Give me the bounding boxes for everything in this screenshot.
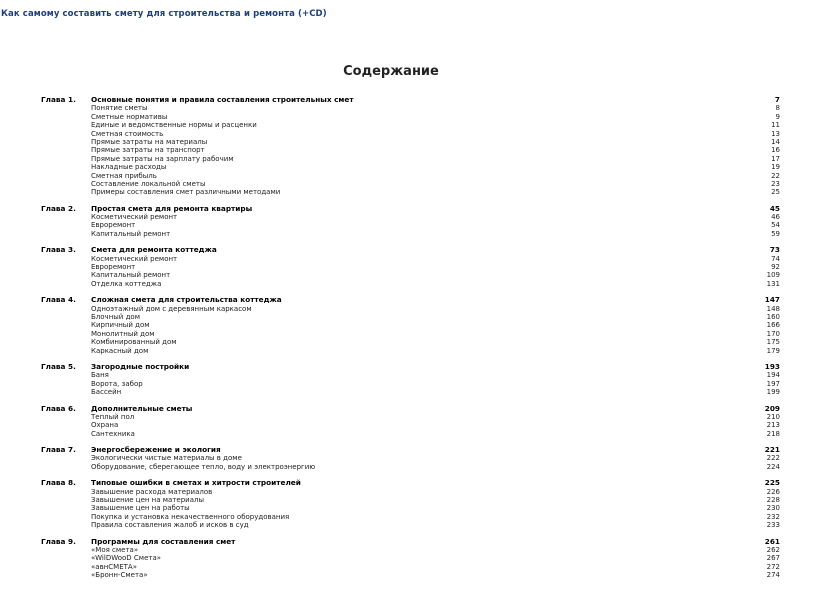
toc-entry [41, 280, 780, 288]
chapter-label: Глава 5. [41, 361, 76, 371]
toc-chapter [41, 96, 780, 197]
toc-entry-page-number: 74 [771, 254, 780, 263]
toc-entry [41, 546, 780, 554]
toc-entry [41, 496, 780, 504]
chapter-page-number: 193 [764, 361, 780, 371]
toc-chapter [41, 246, 780, 288]
book-title-link[interactable]: Как самому составить смету для строительства и ремонта (+CD) [1, 9, 327, 19]
toc-entry-page-number: 210 [766, 412, 780, 421]
toc-entry-page-number: 16 [771, 146, 780, 155]
chapter-title: Типовые ошибки в сметах и хитрости строителей [91, 478, 301, 488]
chapter-label: Глава 7. [41, 445, 76, 455]
toc-entry-title: Примеры составления смет различными методами [91, 188, 281, 197]
toc-entry-page-number: 92 [771, 263, 780, 272]
toc-entry-title: Евроремонт [91, 221, 136, 230]
toc-entry [41, 330, 780, 338]
chapter-heading-row [41, 363, 780, 371]
toc-entry-title: Баня [91, 371, 109, 380]
toc-entry-title: Единые и ведомственные нормы и расценки [91, 121, 257, 130]
toc-entry-title: Покупка и установка некачественного оборудования [91, 512, 290, 521]
toc-entry-title: Понятие сметы [91, 104, 148, 113]
toc-entry-page-number: 109 [766, 271, 780, 280]
toc-entry-title: Блочный дом [91, 312, 140, 321]
toc-entry-page-number: 19 [771, 163, 780, 172]
toc-entry-page-number: 199 [766, 388, 780, 397]
toc-entry [41, 563, 780, 571]
toc-entry-page-number: 17 [771, 154, 780, 163]
toc-chapter [41, 205, 780, 239]
chapter-label: Глава 4. [41, 295, 76, 305]
toc-entry-title: Завышение цен на материалы [91, 496, 205, 505]
toc-entry-title: Прямые затраты на материалы [91, 137, 208, 146]
chapter-heading-row [41, 296, 780, 304]
toc-entry-page-number: 232 [766, 512, 780, 521]
toc-entry [41, 121, 780, 129]
chapter-title: Основные понятия и правила составления строительных смет [91, 95, 354, 104]
toc-entry-title: «WilDWooD Смета» [91, 554, 162, 563]
toc-entry-page-number: 160 [766, 312, 780, 321]
toc-entry-page-number: 194 [766, 371, 780, 380]
toc-entry-title: Завышение расхода материалов [91, 487, 213, 496]
chapter-heading-row [41, 96, 780, 104]
toc-entry [41, 421, 780, 429]
toc-entry-page-number: 233 [766, 521, 780, 530]
toc-entry-title: Отделка коттеджа [91, 279, 162, 288]
toc-entry [41, 263, 780, 271]
toc-entry [41, 454, 780, 462]
chapter-page-number: 45 [769, 203, 780, 213]
toc-entry-page-number: 25 [771, 188, 780, 197]
chapter-heading-row [41, 205, 780, 213]
toc-entry-title: Завышение цен на работы [91, 504, 190, 513]
toc-entry-page-number: 224 [766, 462, 780, 471]
toc-entry-title: Прямые затраты на транспорт [91, 146, 205, 155]
chapter-heading-row [41, 479, 780, 487]
chapter-label: Глава 9. [41, 536, 76, 546]
toc-entry [41, 521, 780, 529]
toc-entry-page-number: 213 [766, 421, 780, 430]
chapter-label: Глава 8. [41, 478, 76, 488]
toc-entry-page-number: 272 [766, 562, 780, 571]
chapter-heading-row [41, 538, 780, 546]
toc-entry-title: Капитальный ремонт [91, 271, 171, 280]
chapter-title: Смета для ремонта коттеджа [91, 245, 217, 255]
toc-entry-title: Сметные нормативы [91, 112, 168, 121]
toc-entry-page-number: 9 [775, 112, 780, 121]
toc-entry-title: Косметический ремонт [91, 254, 178, 263]
toc-entry [41, 338, 780, 346]
toc-chapter [41, 446, 780, 471]
toc-entry-title: Бассейн [91, 388, 122, 397]
chapter-page-number: 221 [764, 445, 780, 455]
toc-entry-title: Кирпичный дом [91, 321, 150, 330]
toc-entry-page-number: 131 [766, 279, 780, 288]
toc-heading: Содержание [343, 64, 439, 79]
toc-entry [41, 513, 780, 521]
chapter-heading-row [41, 246, 780, 254]
toc-entry-title: Охрана [91, 421, 119, 430]
toc-entry-page-number: 218 [766, 429, 780, 438]
toc-chapter [41, 538, 780, 580]
chapter-page-number: 209 [764, 403, 780, 413]
toc-entry-title: Евроремонт [91, 263, 136, 272]
chapter-title: Загородные постройки [91, 361, 190, 371]
chapter-label: Глава 1. [41, 95, 76, 104]
chapter-page-number: 261 [764, 536, 780, 546]
toc-entry-page-number: 166 [766, 321, 780, 330]
toc-entry [41, 180, 780, 188]
toc-entry-title: «авнСМЕТА» [91, 562, 137, 571]
toc-entry-title: Капитальный ремонт [91, 229, 171, 238]
toc-entry-page-number: 262 [766, 545, 780, 554]
toc-entry-page-number: 8 [775, 104, 780, 113]
toc-entry [41, 554, 780, 562]
toc-entry-page-number: 59 [771, 229, 780, 238]
toc-entry [41, 504, 780, 512]
toc-entry-title: Косметический ремонт [91, 213, 178, 222]
chapter-title: Энергосбережение и экология [91, 445, 221, 455]
toc-entry-page-number: 228 [766, 496, 780, 505]
chapter-page-number: 225 [764, 478, 780, 488]
toc-chapter [41, 363, 780, 397]
chapter-title: Дополнительные сметы [91, 403, 193, 413]
toc-entry [41, 230, 780, 238]
toc-entry-page-number: 23 [771, 179, 780, 188]
toc-entry [41, 388, 780, 396]
toc-entry [41, 321, 780, 329]
chapter-label: Глава 6. [41, 403, 76, 413]
toc-entry [41, 255, 780, 263]
toc-entry-page-number: 226 [766, 487, 780, 496]
toc-entry [41, 146, 780, 154]
toc-entry [41, 313, 780, 321]
toc-entry [41, 463, 780, 471]
toc-entry-page-number: 11 [771, 121, 780, 130]
toc-entry [41, 155, 780, 163]
toc-entry-title: Каркасный дом [91, 346, 149, 355]
chapter-label: Глава 3. [41, 245, 76, 255]
toc-entry [41, 305, 780, 313]
toc-entry [41, 371, 780, 379]
toc-entry [41, 380, 780, 388]
chapter-heading-row [41, 405, 780, 413]
toc-entry-page-number: 148 [766, 304, 780, 313]
chapter-label: Глава 2. [41, 203, 76, 213]
toc-entry [41, 488, 780, 496]
toc-entry [41, 138, 780, 146]
toc-entry [41, 172, 780, 180]
toc-entry-page-number: 274 [766, 571, 780, 580]
toc-entry [41, 430, 780, 438]
table-of-contents [41, 96, 780, 588]
toc-entry-title: Сантехника [91, 429, 135, 438]
toc-entry [41, 163, 780, 171]
toc-entry [41, 188, 780, 196]
toc-entry-title: Сметная прибыль [91, 171, 157, 180]
chapter-title: Сложная смета для строительства коттеджа [91, 295, 282, 305]
toc-entry [41, 130, 780, 138]
chapter-title: Простая смета для ремонта квартиры [91, 203, 253, 213]
toc-entry-page-number: 175 [766, 338, 780, 347]
toc-entry-title: «Моя смета» [91, 545, 139, 554]
toc-entry-page-number: 14 [771, 137, 780, 146]
toc-entry-page-number: 22 [771, 171, 780, 180]
toc-entry [41, 271, 780, 279]
toc-entry-page-number: 222 [766, 454, 780, 463]
toc-chapter [41, 296, 780, 355]
toc-entry [41, 213, 780, 221]
toc-entry-page-number: 179 [766, 346, 780, 355]
toc-entry-page-number: 230 [766, 504, 780, 513]
toc-entry-page-number: 46 [771, 213, 780, 222]
chapter-page-number: 73 [769, 245, 780, 255]
toc-entry-page-number: 54 [771, 221, 780, 230]
toc-entry-page-number: 197 [766, 379, 780, 388]
toc-chapter [41, 405, 780, 439]
toc-entry-title: Накладные расходы [91, 163, 167, 172]
toc-entry-title: Теплый пол [91, 412, 135, 421]
toc-entry-page-number: 170 [766, 329, 780, 338]
toc-entry [41, 221, 780, 229]
chapter-heading-row [41, 446, 780, 454]
toc-entry-title: Ворота, забор [91, 379, 143, 388]
toc-entry-title: Правила составления жалоб и исков в суд [91, 521, 249, 530]
toc-entry-title: Одноэтажный дом с деревянным каркасом [91, 304, 252, 313]
toc-entry-title: Сметная стоимость [91, 129, 164, 138]
toc-chapter [41, 479, 780, 529]
toc-entry-title: Прямые затраты на зарплату рабочим [91, 154, 234, 163]
chapter-page-number: 7 [774, 95, 780, 104]
chapter-title: Программы для составления смет [91, 536, 236, 546]
toc-entry [41, 113, 780, 121]
toc-entry-title: Экологически чистые материалы в доме [91, 454, 242, 463]
toc-entry-title: Составление локальной сметы [91, 179, 206, 188]
toc-entry-title: Оборудование, сберегающее тепло, воду и электроэнергию [91, 462, 316, 471]
toc-entry-title: «Бронн-Смета» [91, 571, 148, 580]
toc-entry [41, 347, 780, 355]
chapter-page-number: 147 [764, 295, 780, 305]
toc-entry-page-number: 267 [766, 554, 780, 563]
toc-entry [41, 104, 780, 112]
toc-entry-title: Комбинированный дом [91, 338, 177, 347]
toc-entry-title: Монолитный дом [91, 329, 155, 338]
toc-entry [41, 571, 780, 579]
toc-entry [41, 413, 780, 421]
toc-entry-page-number: 13 [771, 129, 780, 138]
